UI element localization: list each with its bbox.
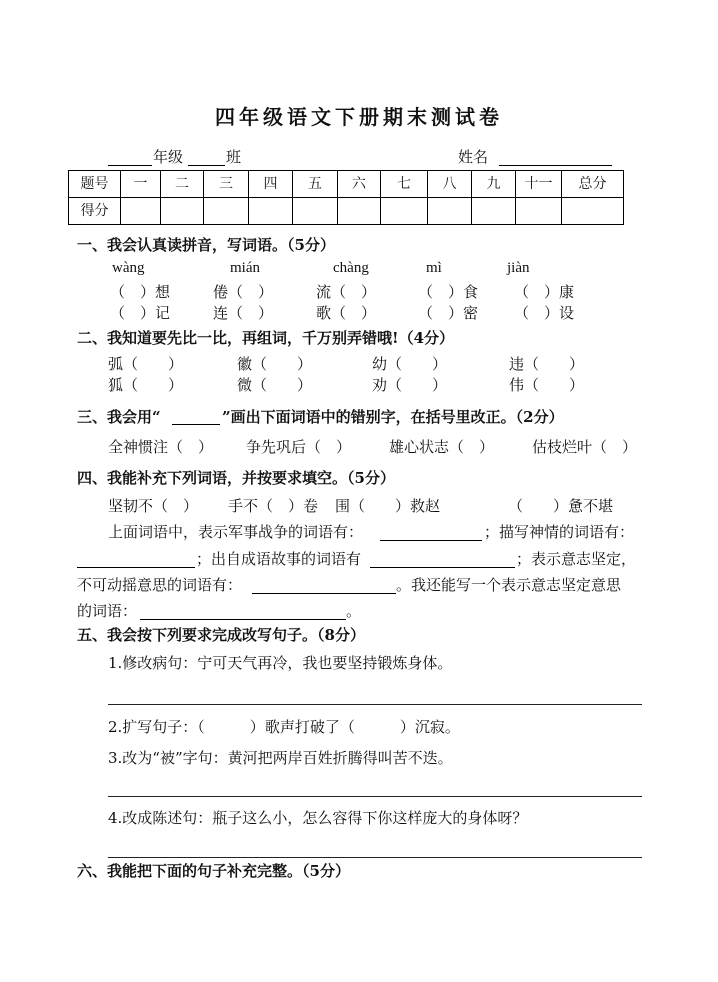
- word-item: （ ）康: [514, 283, 575, 301]
- answer-line: [108, 857, 642, 858]
- section-6-heading: 六、我能把下面的句子补充完整。（5分）: [77, 862, 350, 880]
- fill-blank: [77, 567, 195, 568]
- word-item: 全神惯注（ ）: [108, 438, 214, 456]
- word-item: 狐（ ）: [108, 376, 184, 394]
- score-cell: [338, 198, 381, 225]
- column-header: 三: [204, 171, 249, 198]
- word-item: 幼（ ）: [372, 355, 448, 373]
- word-item: 估枝烂叶（ ）: [532, 438, 638, 456]
- question-2: 2.扩写句子：（ ）歌声打破了（ ）沉寂。: [108, 718, 460, 736]
- paragraph-text: 上面词语中，表示军事战争的词语有：: [108, 523, 364, 541]
- class-label: 班: [226, 148, 242, 166]
- word-item: 微（ ）: [237, 376, 313, 394]
- word-item: 连（ ）: [213, 304, 274, 322]
- column-header: 八: [428, 171, 472, 198]
- word-item: （ ）密: [418, 304, 479, 322]
- score-label: 得分: [69, 198, 121, 225]
- column-header: 五: [293, 171, 338, 198]
- word-item: 劝（ ）: [372, 376, 448, 394]
- score-cell: [472, 198, 516, 225]
- fill-blank: [140, 619, 346, 620]
- word-item: 围（ ）救赵: [335, 497, 441, 515]
- pinyin: chàng: [333, 260, 369, 276]
- section-3-heading-end: ”画出下面词语中的错别字，在括号里改正。（2分）: [222, 408, 564, 426]
- paragraph-text: 不可动摇意思的词语有：: [77, 576, 243, 594]
- section-4-heading: 四、我能补充下列词语，并按要求填空。（5分）: [77, 469, 395, 487]
- word-item: 倦（ ）: [213, 283, 274, 301]
- fill-blank: [252, 593, 396, 594]
- word-item: （ ）食: [418, 283, 479, 301]
- name-blank: [499, 165, 612, 166]
- pinyin: mián: [230, 260, 260, 276]
- word-item: 流（ ）: [316, 283, 377, 301]
- word-item: 争先巩后（ ）: [246, 438, 352, 456]
- score-cell: [293, 198, 338, 225]
- word-item: 弧（ ）: [108, 355, 184, 373]
- fill-blank: [380, 540, 482, 541]
- column-header: 六: [338, 171, 381, 198]
- pinyin: mì: [426, 260, 442, 276]
- score-table-score-row: [69, 198, 624, 225]
- question-4: 4.改成陈述句：瓶子这么小，怎么容得下你这样庞大的身体呀？: [108, 809, 528, 827]
- word-item: 手不（ ）卷: [228, 497, 319, 515]
- score-cell: [249, 198, 293, 225]
- paragraph-text: 。我还能写一个表示意志坚定意思: [396, 576, 622, 594]
- fill-blank: [370, 567, 515, 568]
- score-table: [68, 170, 624, 225]
- paragraph-text: ；表示意志坚定，: [516, 550, 637, 568]
- score-cell: [428, 198, 472, 225]
- word-item: 雄心状志（ ）: [389, 438, 495, 456]
- score-table-header-row: [69, 171, 624, 198]
- word-item: 坚韧不（ ）: [108, 497, 199, 515]
- score-cell: [161, 198, 204, 225]
- column-header: 四: [249, 171, 293, 198]
- score-cell-total: [562, 198, 624, 225]
- score-cell: [121, 198, 161, 225]
- section-3-heading-start: 三、我会用“: [77, 408, 161, 426]
- name-label: 姓名: [458, 148, 489, 166]
- word-item: （ ）设: [514, 304, 575, 322]
- section-3-heading-blank: [172, 424, 220, 425]
- column-header: 七: [381, 171, 428, 198]
- question-number-label: 题号: [69, 171, 121, 198]
- question-1: 1.修改病句：宁可天气再冷，我也要坚持锻炼身体。: [108, 654, 453, 672]
- word-item: 徽（ ）: [237, 355, 313, 373]
- question-3: 3.改为“被”字句：黄河把两岸百姓折腾得叫苦不迭。: [108, 749, 453, 767]
- word-item: （ ）记: [110, 304, 171, 322]
- class-blank: [188, 165, 225, 166]
- answer-line: [108, 796, 642, 797]
- paragraph-text: 。: [346, 602, 362, 620]
- section-2-heading: 二、我知道要先比一比，再组词，千万别弄错哦!（4分）: [77, 329, 455, 347]
- word-item: 违（ ）: [509, 355, 585, 373]
- paragraph-text: ；出自成语故事的词语有: [196, 550, 362, 568]
- column-header: 一: [121, 171, 161, 198]
- word-item: （ ）想: [110, 283, 171, 301]
- column-header: 二: [161, 171, 204, 198]
- exam-title: 四年级语文下册期末测试卷: [215, 105, 503, 129]
- paragraph-text: 的词语：: [77, 602, 138, 620]
- answer-line: [108, 704, 642, 705]
- section-1-heading: 一、我会认真读拼音，写词语。（5分）: [77, 236, 335, 254]
- word-item: （ ）惫不堪: [508, 497, 614, 515]
- grade-blank: [108, 165, 152, 166]
- pinyin: wàng: [112, 260, 145, 276]
- word-item: 伟（ ）: [509, 376, 585, 394]
- score-cell: [381, 198, 428, 225]
- section-5-heading: 五、我会按下列要求完成改写句子。（8分）: [77, 626, 365, 644]
- score-cell: [516, 198, 562, 225]
- grade-label: 年级: [153, 148, 184, 166]
- pinyin: jiàn: [507, 260, 530, 276]
- column-header-total: 总分: [562, 171, 624, 198]
- column-header: 九: [472, 171, 516, 198]
- column-header: 十一: [516, 171, 562, 198]
- score-cell: [204, 198, 249, 225]
- word-item: 歌（ ）: [316, 304, 377, 322]
- paragraph-text: ；描写神情的词语有：: [484, 523, 635, 541]
